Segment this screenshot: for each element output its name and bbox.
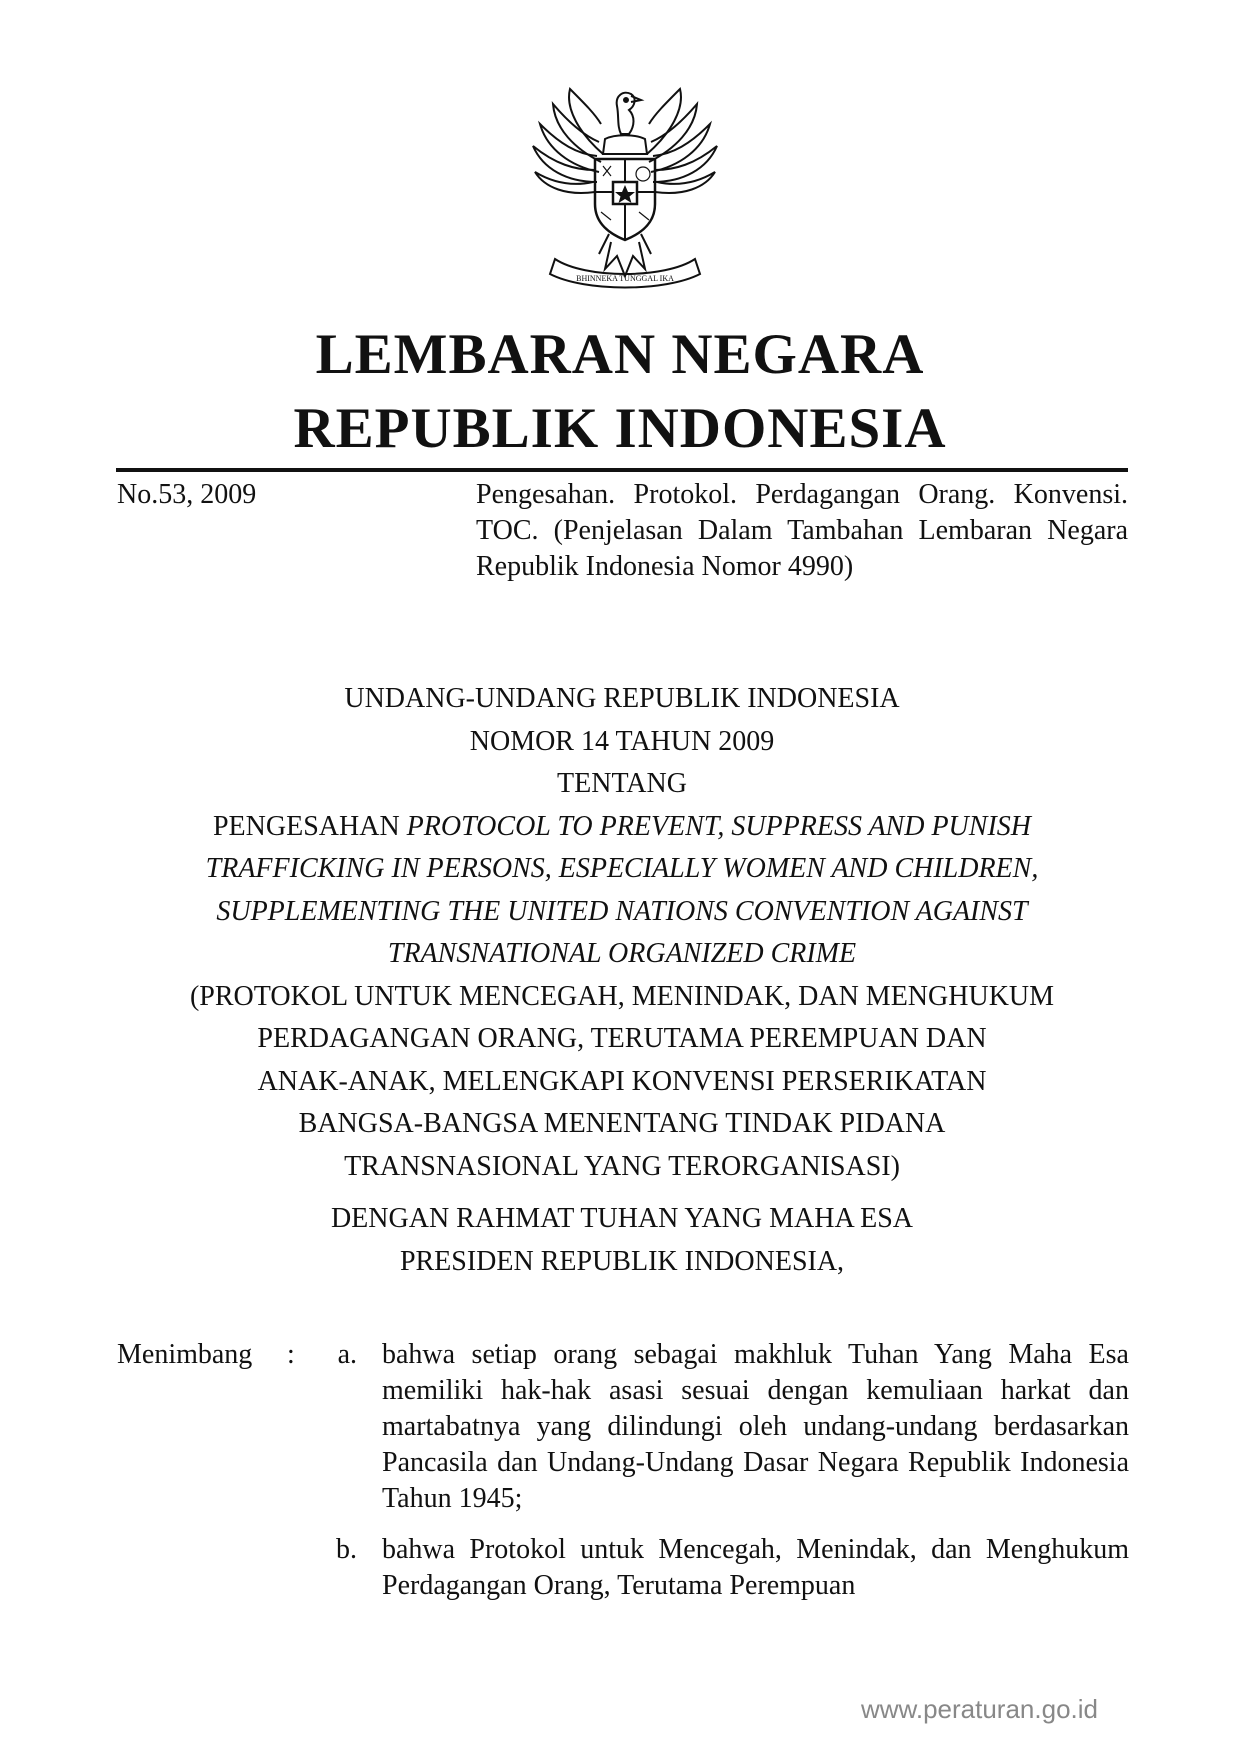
- english-title-line: PROTOCOL TO PREVENT, SUPPRESS AND PUNISH: [406, 810, 1031, 842]
- law-number: NOMOR 14 TAHUN 2009: [469, 725, 775, 757]
- law-title-line: [116, 806, 1128, 849]
- president-line: PRESIDEN REPUBLIK INDONESIA,: [399, 1245, 845, 1277]
- law-type: UNDANG-UNDANG REPUBLIK INDONESIA: [344, 683, 900, 714]
- english-title-line: TRANSNATIONAL ORGANIZED CRIME: [387, 938, 857, 969]
- pengesahan-prefix: PENGESAHAN: [212, 810, 407, 842]
- masthead-line-2: REPUBLIK INDONESIA: [293, 397, 947, 460]
- masthead: [0, 318, 1240, 466]
- blessing-line: DENGAN RAHMAT TUHAN YANG MAHA ESA: [330, 1203, 914, 1234]
- masthead-divider: [116, 468, 1128, 472]
- item-text: bahwa Protokol untuk Mencegah, Menindak, dan Menghukum Perdagangan Orang, Terutama Perempuan: [382, 1534, 1129, 1601]
- garuda-emblem-icon: [525, 84, 725, 302]
- gazette-subject: Pengesahan. Protokol. Perdagangan Orang. Konvensi. TOC. (Penjelasan Dalam Tambahan Lembaran Negara Republik Indonesia Nomor 4990): [476, 479, 1128, 582]
- indonesian-title-line: BANGSA-BANGSA MENENTANG TINDAK PIDANA: [298, 1108, 946, 1139]
- item-text: bahwa setiap orang sebagai makhluk Tuhan Yang Maha Esa memiliki hak-hak asasi sesuai dengan kemuliaan harkat dan martabatnya yang dilindungi oleh undang-undang berdasarkan Pancasila dan Undang-Undang Dasar Negara Republik Indonesia Tahun 1945;: [382, 1339, 1129, 1514]
- law-title-block: [116, 678, 1128, 1283]
- indonesian-title-line: ANAK-ANAK, MELENGKAPI KONVENSI PERSERIKATAN: [257, 1065, 987, 1097]
- indonesian-title-line: (PROTOKOL UNTUK MENCEGAH, MENINDAK, DAN MENGHUKUM: [189, 980, 1055, 1012]
- svg-text:BHINNEKA TUNGGAL IKA: BHINNEKA TUNGGAL IKA: [576, 274, 674, 283]
- indonesian-title-line: PERDAGANGAN ORANG, TERUTAMA PEREMPUAN DAN: [257, 1023, 987, 1054]
- masthead-line-1: LEMBARAN NEGARA: [315, 323, 925, 386]
- indonesian-title-line: TRANSNASIONAL YANG TERORGANISASI): [344, 1150, 900, 1182]
- gazette-number: No.53, 2009: [117, 479, 257, 510]
- considering-colon: :: [287, 1339, 295, 1370]
- item-letter: a.: [337, 1339, 357, 1370]
- english-title-line: TRAFFICKING IN PERSONS, ESPECIALLY WOMEN AND CHILDREN,: [205, 853, 1039, 884]
- footer-url: www.peraturan.go.id: [860, 1694, 1098, 1724]
- considering-label: Menimbang: [117, 1339, 253, 1370]
- item-letter: b.: [336, 1534, 357, 1565]
- english-title-line: SUPPLEMENTING THE UNITED NATIONS CONVENTION AGAINST: [216, 895, 1028, 927]
- law-about: TENTANG: [557, 768, 687, 799]
